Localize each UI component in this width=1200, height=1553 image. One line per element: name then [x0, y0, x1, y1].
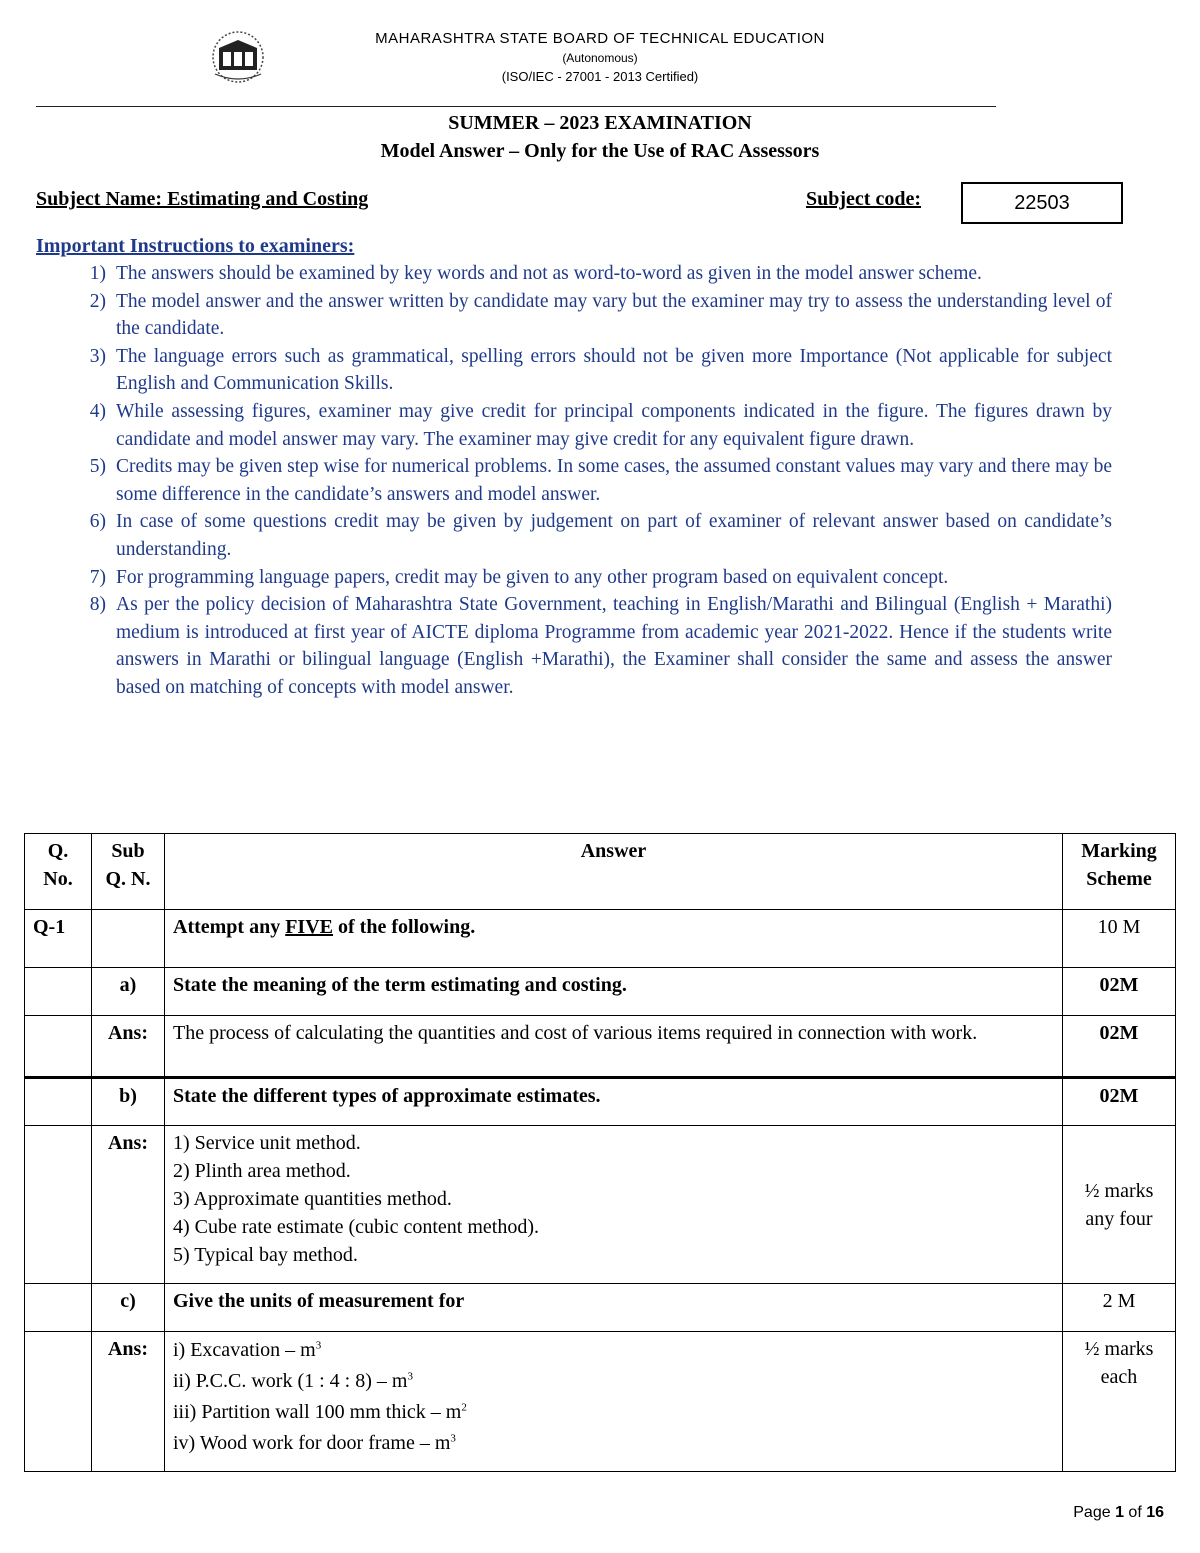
instruction-item: 6) In case of some questions credit may be given by judgement on part of examiner of relevant answer based on candidate’s understanding.: [89, 511, 1112, 560]
subject-code-label: Subject code:: [806, 188, 921, 210]
instruction-item: 4) While assessing figures, examiner may give credit for principal components indicated in the figure. The figures drawn by candidate and model answer may vary. The examiner may give credit for any equivalent figure drawn.: [89, 400, 1112, 450]
marks-b: 02M: [1063, 1078, 1176, 1126]
answer-b: [165, 1126, 1063, 1284]
answer-table: [24, 833, 1176, 1472]
instruction-item: 7) For programming language papers, credit may be given to any other program based on equivalent concept.: [89, 566, 949, 588]
ans-marks-c: ½ marks each: [1063, 1332, 1176, 1472]
instruction-item: 2) The model answer and the answer written by candidate may vary but the examiner may try to assess the understanding level of the candidate.: [89, 290, 1112, 340]
q1-number: Q-1: [25, 910, 92, 968]
list-item: iii) Partition wall 100 mm thick – $m^2$: [173, 1401, 467, 1423]
header-marking: Marking Scheme: [1063, 834, 1176, 910]
table-row: [25, 968, 1176, 1016]
table-row: [25, 910, 1176, 968]
ans-label-b: Ans:: [92, 1126, 165, 1284]
autonomous-label: (Autonomous): [562, 51, 638, 65]
list-item: 3) Approximate quantities method.: [173, 1188, 452, 1210]
question-c: Give the units of measurement for: [165, 1284, 1063, 1332]
subq-c: c): [92, 1284, 165, 1332]
instructions-title: Important Instructions to examiners:: [36, 235, 355, 257]
exam-title: SUMMER – 2023 EXAMINATION: [448, 112, 752, 134]
question-a: State the meaning of the term estimating and costing.: [165, 968, 1063, 1016]
list-item: i) Excavation – $m^3$: [173, 1339, 322, 1361]
list-item: 5) Typical bay method.: [173, 1244, 358, 1266]
page-number: Page 1 of 16: [1073, 1504, 1164, 1521]
table-row: [25, 1078, 1176, 1126]
list-item: 2) Plinth area method.: [173, 1160, 351, 1182]
list-item: 4) Cube rate estimate (cubic content method).: [173, 1216, 539, 1238]
header-qno: Q. No.: [25, 834, 92, 910]
question-b: State the different types of approximate estimates.: [165, 1078, 1063, 1126]
subq-a: a): [92, 968, 165, 1016]
msbte-logo: [205, 30, 271, 86]
instruction-item: 1) The answers should be examined by key words and not as word-to-word as given in the model answer scheme.: [89, 263, 982, 284]
ans-label-c: Ans:: [92, 1332, 165, 1472]
ans-marks-b: ½ marks any four: [1063, 1126, 1176, 1284]
subject-name: Subject Name: Estimating and Costing: [36, 188, 369, 210]
list-item: ii) P.C.C. work (1 : 4 : $8) - m^3$: [173, 1370, 413, 1392]
subq-b: b): [92, 1078, 165, 1126]
q1-marks: 10 M: [1063, 910, 1176, 968]
iso-certification: (ISO/IEC - 27001 - 2013 Certified): [501, 69, 699, 84]
header-subq: Sub Q. N.: [92, 834, 165, 910]
instructions-list: [36, 260, 1112, 702]
board-name: MAHARASHTRA STATE BOARD OF TECHNICAL EDUCATION: [375, 30, 825, 47]
instruction-item: 5) Credits may be given step wise for numerical problems. In some cases, the assumed constant values may vary and there may be some difference in the candidate’s answers and model answer.: [89, 456, 1112, 505]
header-divider: [36, 106, 996, 107]
table-row: [25, 1284, 1176, 1332]
list-item: iv) Wood work for door frame – $m^3$: [173, 1432, 456, 1454]
subject-code: 22503: [1014, 191, 1070, 214]
header-answer: Answer: [165, 834, 1063, 910]
list-item: 1) Service unit method.: [173, 1132, 361, 1154]
answer-c: [165, 1332, 1063, 1472]
instruction-item: 3) The language errors such as grammatical, spelling errors should not be given more Importance (Not applicable for subject English and Communication Skills.: [89, 345, 1112, 395]
table-row: [25, 1126, 1176, 1284]
instruction-item: 8) As per the policy decision of Maharashtra State Government, teaching in English/Marathi and Bilingual (English + Marathi) medium is introduced at first year of AICTE diploma Programme from academic year 2021-2022. Hence if the students write answers in Marathi or bilingual language (English +Marathi), the Examiner shall consider the same and assess the answer based on matching of concepts with model answer.: [89, 594, 1112, 698]
marks-c: 2 M: [1063, 1284, 1176, 1332]
table-row: [25, 1016, 1176, 1078]
ans-label-a: Ans:: [92, 1016, 165, 1078]
table-row: [25, 1332, 1176, 1472]
q1-text: Attempt any FIVE of the following.: [165, 910, 1063, 968]
answer-a: The process of calculating the quantities and cost of various items required in connection with work.: [165, 1016, 1063, 1078]
subject-code-box: [961, 182, 1123, 224]
table-header-row: [25, 834, 1176, 910]
model-answer-title: Model Answer – Only for the Use of RAC Assessors: [380, 140, 820, 162]
q1-sub: [92, 910, 165, 968]
ans-marks-a: 02M: [1063, 1016, 1176, 1078]
marks-a: 02M: [1063, 968, 1176, 1016]
